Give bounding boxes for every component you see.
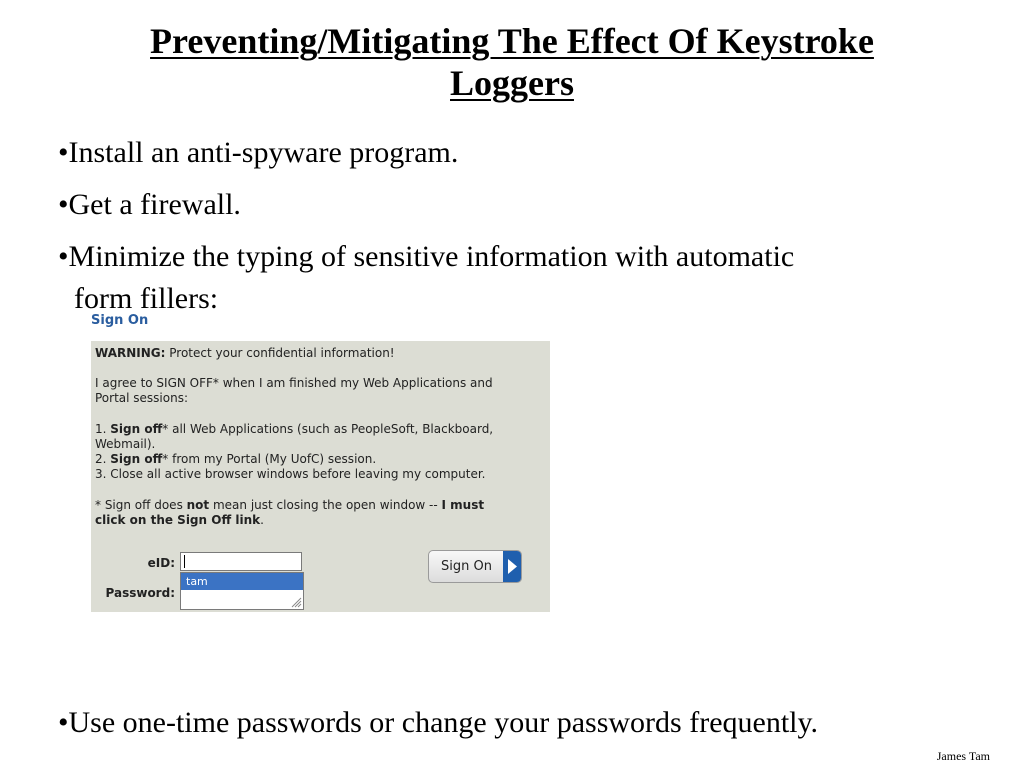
bullet-continuation: form fillers: xyxy=(74,282,219,315)
item-prefix: 1. xyxy=(95,422,111,436)
item-bold: Sign off xyxy=(110,422,163,436)
bullet-item xyxy=(58,134,458,172)
instruction-item1 xyxy=(95,422,547,437)
bullet-text: Get a firewall. xyxy=(68,188,241,221)
item-rest: * from my Portal (My UofC) session. xyxy=(162,452,377,466)
note-prefix: * Sign off does xyxy=(95,498,187,512)
sign-on-button-label: Sign On xyxy=(441,559,492,574)
note-mid: mean just closing the open window -- xyxy=(209,498,442,512)
bullet-item xyxy=(58,186,241,224)
signoff-note-cont xyxy=(95,513,547,528)
autocomplete-dropdown[interactable] xyxy=(180,572,304,610)
bullet-item xyxy=(58,238,794,276)
note-line2: click on the Sign Off link xyxy=(95,513,261,527)
note-not: not xyxy=(186,498,210,512)
bullet-dot: • xyxy=(58,136,69,169)
footer-author: James Tam xyxy=(936,749,990,763)
warning-line xyxy=(95,346,547,361)
signon-panel xyxy=(91,341,550,612)
text-caret xyxy=(184,555,185,568)
agree-line1: I agree to SIGN OFF* when I am finished my Web Applications and xyxy=(95,376,493,390)
bullet-text: Use one-time passwords or change your passwords frequently. xyxy=(68,706,819,739)
item-rest: * all Web Applications (such as PeopleSoft, Blackboard, xyxy=(162,422,494,436)
slide-title-line2: Loggers xyxy=(450,63,574,103)
bullet-item xyxy=(58,704,818,742)
bullet-text: Minimize the typing of sensitive information with automatic xyxy=(68,240,795,273)
arrow-right-icon xyxy=(503,551,521,582)
signon-heading: Sign On xyxy=(91,313,149,328)
resize-grip-icon[interactable] xyxy=(290,596,302,608)
item-bold: Sign off xyxy=(110,452,163,466)
note-must: I must xyxy=(441,498,485,512)
bullet-text: Install an anti-spyware program. xyxy=(68,136,459,169)
eid-input[interactable] xyxy=(180,552,302,571)
bullet-dot: • xyxy=(58,188,69,221)
warning-label: WARNING: xyxy=(95,346,166,360)
instruction-item2 xyxy=(95,452,547,467)
slide-title xyxy=(0,20,1024,104)
instruction-item3: 3. Close all active browser windows before leaving my computer. xyxy=(95,467,486,481)
eid-label: eID: xyxy=(147,556,175,570)
item-prefix: 2. xyxy=(95,452,111,466)
warning-text: Protect your confidential information! xyxy=(165,346,395,360)
note-end: . xyxy=(260,513,264,527)
agree-line2: Portal sessions: xyxy=(95,391,189,405)
bullet-dot: • xyxy=(58,240,69,273)
autocomplete-option[interactable]: tam xyxy=(181,573,303,590)
password-label: Password: xyxy=(105,586,175,600)
slide-title-line1: Preventing/Mitigating The Effect Of Keystroke xyxy=(150,21,874,61)
signoff-note xyxy=(95,498,547,513)
bullet-dot: • xyxy=(58,706,69,739)
sign-on-button[interactable] xyxy=(428,550,522,583)
instruction-item1-cont: Webmail). xyxy=(95,437,156,451)
